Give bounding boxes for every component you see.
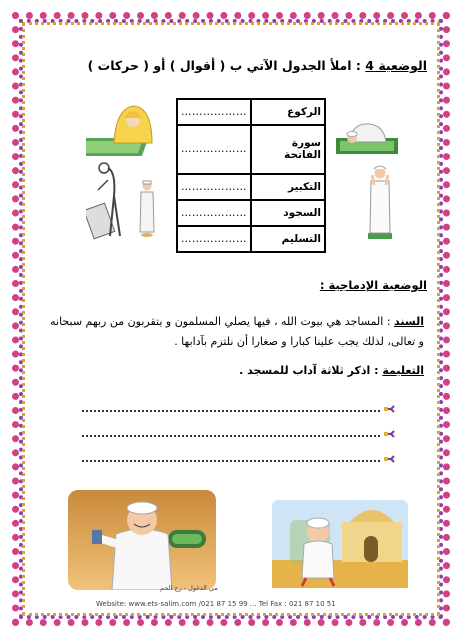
pencil-bullet-icon bbox=[382, 452, 396, 466]
footer-contact: Website: www.ets-salim.com /021 87 15 99 ... Tel Fax : 021 87 10 51 bbox=[96, 600, 336, 608]
task-title-label: الوضعية 4 bbox=[365, 58, 427, 73]
answer-blank[interactable]: ……………… bbox=[177, 200, 251, 226]
pencil-bullet-icon bbox=[382, 427, 396, 441]
table-row bbox=[177, 226, 325, 252]
table-row bbox=[177, 174, 325, 200]
boy-takbir-illustration bbox=[366, 163, 394, 241]
boy-standing-illustration bbox=[138, 180, 156, 238]
boy-prostrating-illustration bbox=[332, 110, 400, 156]
answer-blank[interactable]: ……………… bbox=[177, 125, 251, 174]
integration-section-title: الوضعية الإدماجية : bbox=[319, 278, 427, 292]
pencil-bullet-icon bbox=[382, 402, 396, 416]
support-text-line1: : المساجد هي بيوت الله ، فيها يصلي المسلمون و يتقربون من ربهم سبحانه bbox=[50, 315, 391, 328]
man-bowing-sketch bbox=[86, 160, 134, 242]
answer-blank[interactable]: ……………… bbox=[177, 226, 251, 252]
support-paragraph bbox=[29, 312, 424, 352]
girl-praying-illustration bbox=[86, 98, 166, 160]
table-label: التكبير bbox=[251, 174, 325, 200]
task-title-text: : املأ الجدول الآتي ب ( أقوال ) أو ( حركات ) bbox=[87, 58, 361, 73]
boy-with-prayer-mat-illustration bbox=[68, 490, 216, 590]
support-label: السند bbox=[394, 315, 424, 328]
boy-near-mosque-illustration bbox=[272, 500, 408, 588]
table-label: سورة الفاتحة bbox=[251, 125, 325, 174]
answer-line[interactable] bbox=[82, 460, 380, 462]
support-text-line2: و تعالى، لذلك يجب علينا كبارا و صغارا أن نلتزم بآدابها . bbox=[174, 335, 424, 348]
prayer-table bbox=[176, 98, 326, 253]
instruction-text: : اذكر ثلاثة آداب للمسجد . bbox=[239, 364, 379, 377]
table-label: التسليم bbox=[251, 226, 325, 252]
answer-blank[interactable]: ……………… bbox=[177, 174, 251, 200]
table-label: السجود bbox=[251, 200, 325, 226]
answer-line[interactable] bbox=[82, 435, 380, 437]
table-label: الركوع bbox=[251, 99, 325, 125]
task-title bbox=[88, 58, 427, 73]
answer-blank[interactable]: ……………… bbox=[177, 99, 251, 125]
answer-line[interactable] bbox=[82, 410, 380, 412]
table-row bbox=[177, 99, 325, 125]
table-row bbox=[177, 125, 325, 174]
instruction-label: التعليمة bbox=[382, 364, 424, 377]
footer-credit: مي الدغول - رج الحم bbox=[160, 584, 218, 592]
instruction bbox=[239, 364, 424, 377]
table-row bbox=[177, 200, 325, 226]
